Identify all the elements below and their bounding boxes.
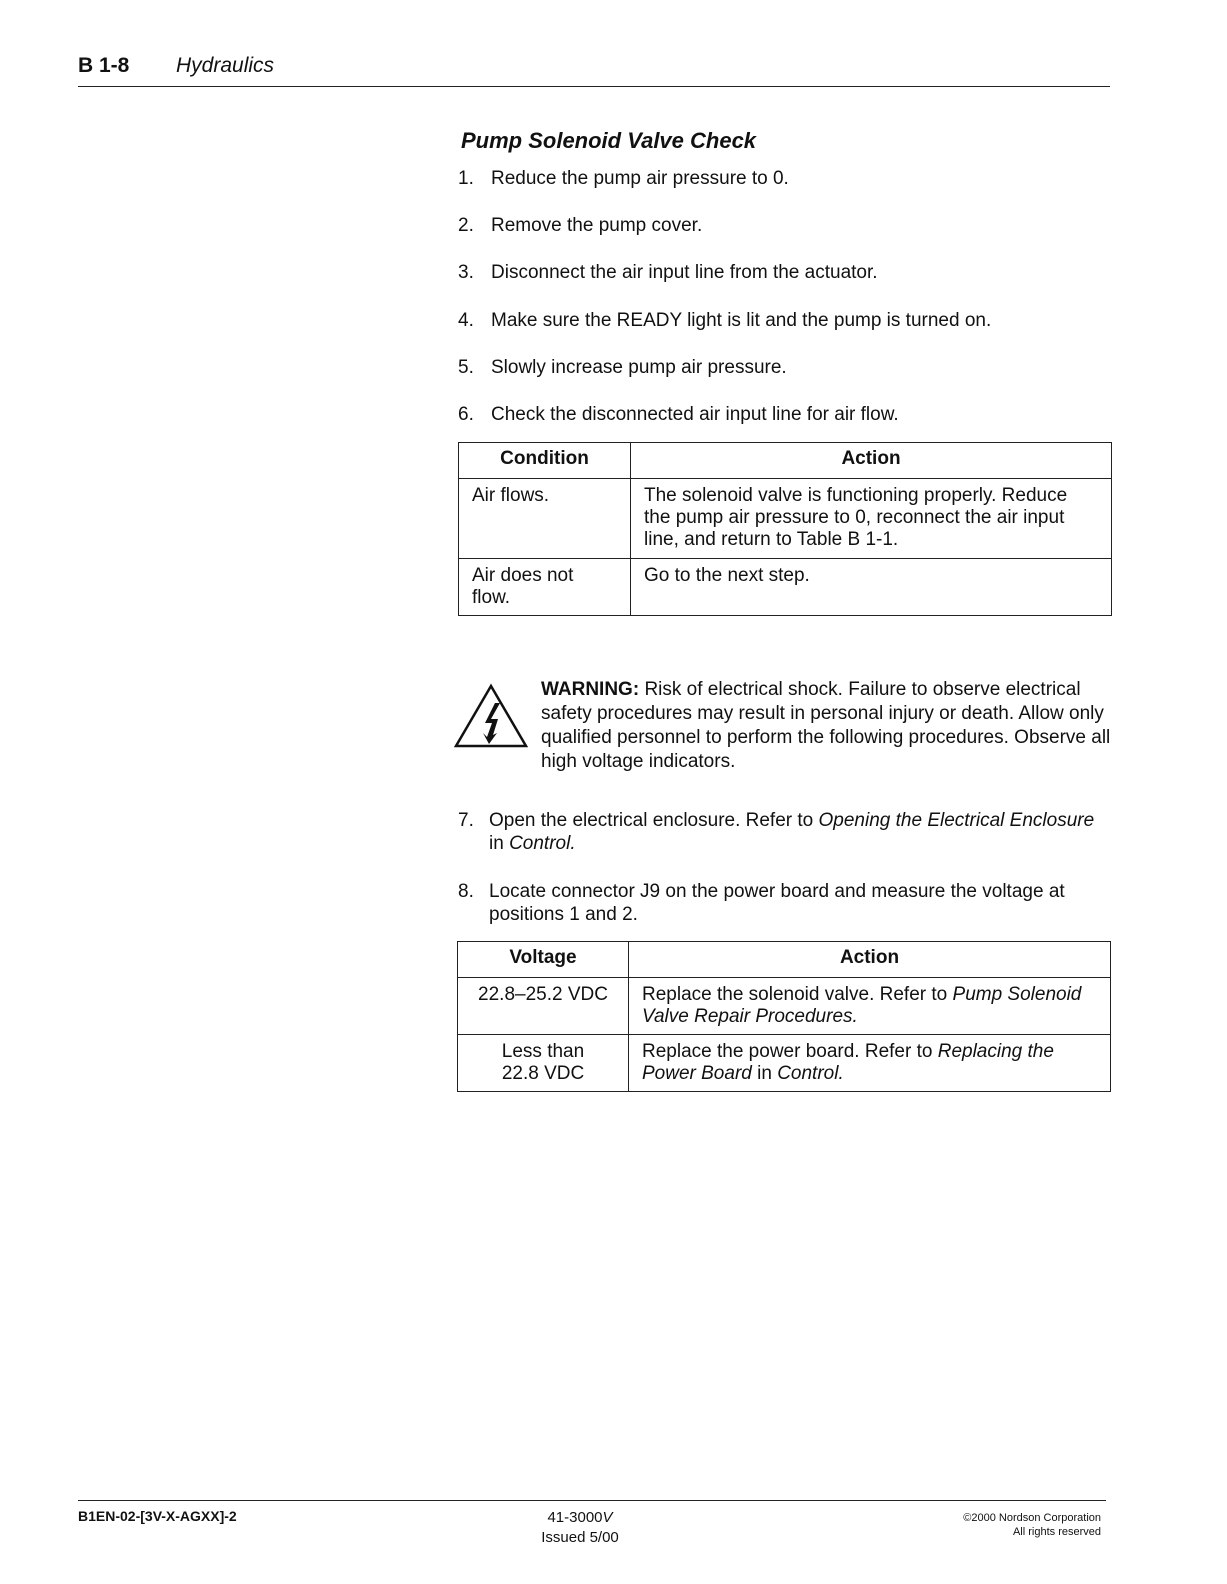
table-row <box>459 559 1112 616</box>
section-title: Pump Solenoid Valve Check <box>461 128 757 153</box>
step-number: 4. <box>458 310 474 331</box>
table-header-row <box>458 942 1111 978</box>
action-cell: The solenoid valve is functioning properly. Reduce the pump air pressure to 0, reconnect the air input line, and return to Table B 1-1. <box>631 479 1112 559</box>
step-text: Remove the pump cover. <box>491 215 703 236</box>
condition-cell: Air does not flow. <box>459 559 631 616</box>
rights-text: All rights reserved <box>1012 1526 1101 1538</box>
manual-number <box>520 1508 640 1528</box>
column-header-condition: Condition <box>459 443 631 479</box>
condition-action-table <box>458 442 1112 616</box>
voltage-cell: Less than 22.8 VDC <box>458 1035 629 1092</box>
table-row <box>459 479 1112 559</box>
reference-repair-procedures: Pump Solenoid Valve Repair Procedures. <box>642 984 1082 1027</box>
document-id: B1EN-02-[3V-X-AGXX]-2 <box>78 1508 237 1524</box>
page-header <box>78 52 1110 87</box>
step-number: 1. <box>458 168 474 189</box>
warning-notice <box>541 678 1111 774</box>
warning-label: WARNING: <box>541 679 640 700</box>
voltage-cell: 22.8–25.2 VDC <box>458 978 629 1035</box>
column-header-action: Action <box>631 443 1112 479</box>
reference-opening-enclosure: Opening the Electrical Enclosure <box>818 810 1095 831</box>
step-number: 6. <box>458 404 474 425</box>
manual-number-base: 41-3000 <box>547 1509 603 1526</box>
footer-divider <box>78 1500 1106 1501</box>
manual-number-suffix: V <box>602 1509 613 1526</box>
action-cell <box>629 978 1111 1035</box>
step-text: Reduce the pump air pressure to 0. <box>491 168 789 189</box>
action-cell: Go to the next step. <box>631 559 1112 616</box>
reference-control: Control. <box>777 1063 844 1084</box>
chapter-title: Hydraulics <box>176 54 275 77</box>
action-text: Replace the power board. Refer to <box>642 1041 938 1062</box>
warning-text: Risk of electrical shock. Failure to observe electrical safety procedures may result in personal injury or death. Allow only qualified personnel to perform the following procedures. Observe all high voltage indicators. <box>541 679 1111 772</box>
issue-date: Issued 5/00 <box>541 1529 619 1546</box>
step-text: Make sure the READY light is lit and the pump is turned on. <box>491 310 992 331</box>
action-text-connector: in <box>751 1063 778 1084</box>
table-header-row <box>459 443 1112 479</box>
reference-power-board: Replacing the Power Board <box>642 1041 1054 1084</box>
step-text: Disconnect the air input line from the actuator. <box>491 262 878 283</box>
table-row <box>458 978 1111 1035</box>
action-text: Replace the solenoid valve. Refer to <box>642 984 953 1005</box>
copyright-text: ©2000 Nordson Corporation <box>963 1512 1101 1524</box>
step-number: 8. <box>458 881 474 902</box>
manual-info <box>520 1508 640 1548</box>
condition-cell: Air flows. <box>459 479 631 559</box>
step-text-connector: in <box>489 833 510 854</box>
step-text <box>489 809 1109 855</box>
step-text: Locate connector J9 on the power board and measure the voltage at positions 1 and 2. <box>489 881 1065 925</box>
step-text: Slowly increase pump air pressure. <box>491 357 787 378</box>
voltage-action-table <box>457 941 1111 1092</box>
step-number: 5. <box>458 357 474 378</box>
column-header-action: Action <box>629 942 1111 978</box>
step-number: 2. <box>458 215 474 236</box>
column-header-voltage: Voltage <box>458 942 629 978</box>
reference-control: Control. <box>509 833 576 854</box>
step-text: Check the disconnected air input line for air flow. <box>491 404 899 425</box>
section-code: B 1-8 <box>78 54 130 77</box>
step-text-lead: Open the electrical enclosure. Refer to <box>489 810 819 831</box>
step-number: 7. <box>458 810 474 831</box>
electrical-shock-warning-icon <box>453 683 529 749</box>
copyright-block <box>963 1511 1101 1539</box>
table-row <box>458 1035 1111 1092</box>
step-number: 3. <box>458 262 474 283</box>
action-cell <box>629 1035 1111 1092</box>
